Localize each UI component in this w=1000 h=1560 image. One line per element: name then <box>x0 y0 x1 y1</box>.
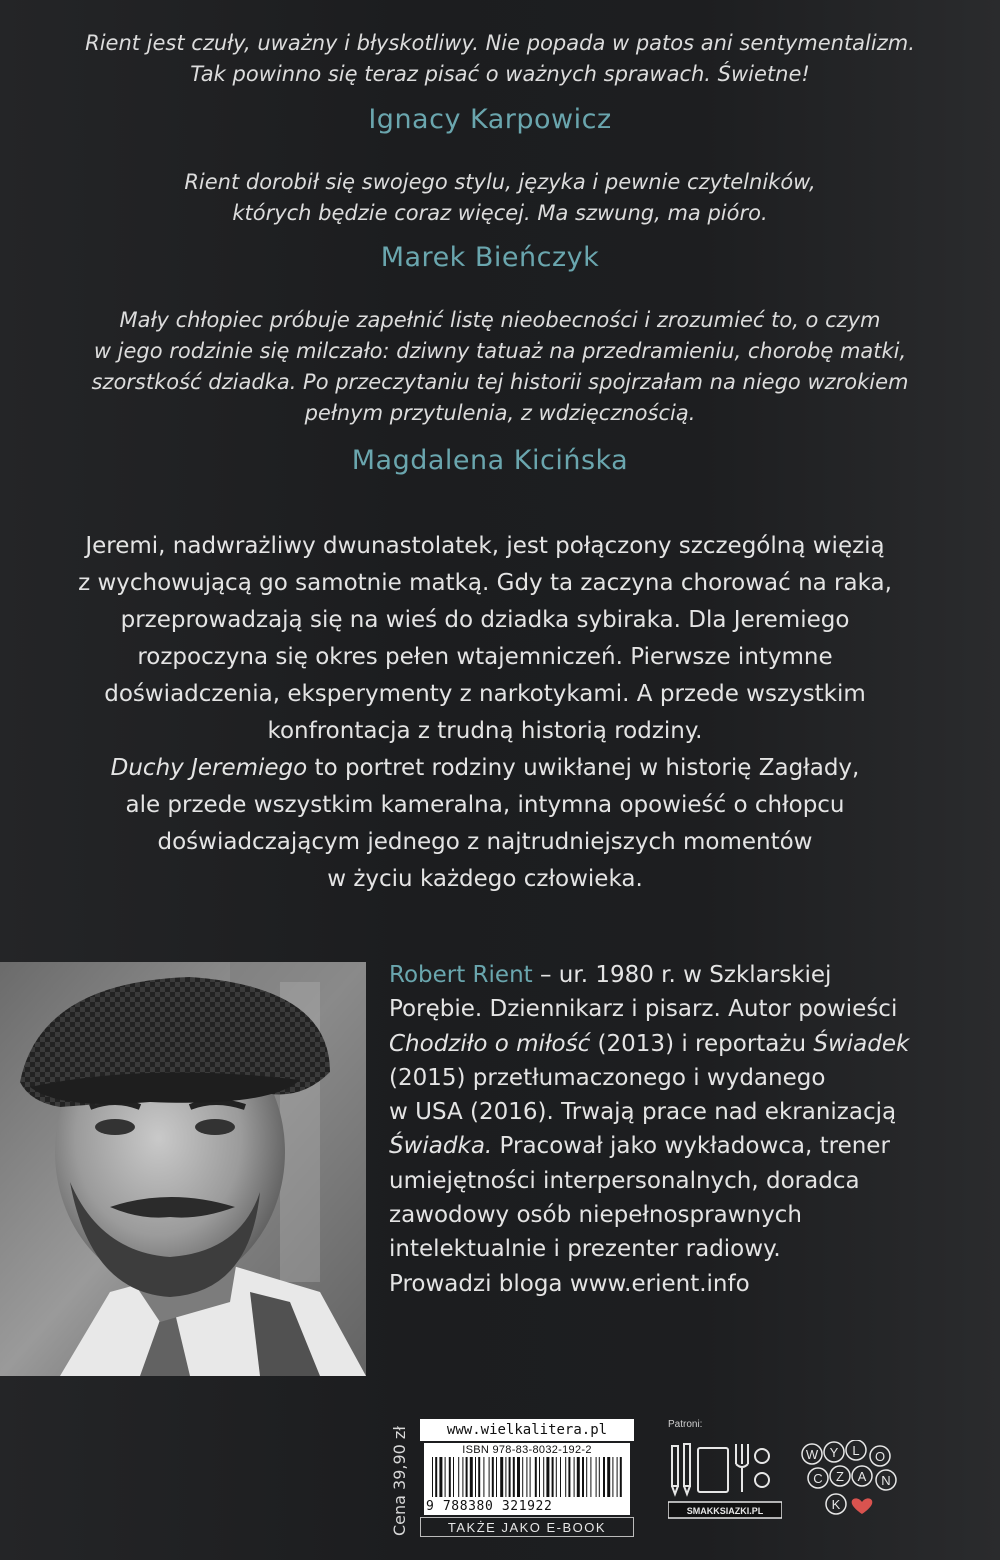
book-blurb <box>40 528 930 898</box>
bio-line: (2015) przetłumaczonego i wydanego <box>389 1064 826 1091</box>
logo-letter: N <box>881 1473 891 1488</box>
bio-line: umiejętności interpersonalnych, doradca <box>389 1167 860 1194</box>
book-title: Duchy Jeremiego <box>110 755 308 781</box>
logo-letter: A <box>857 1469 867 1484</box>
author-name: Robert Rient <box>389 962 533 988</box>
blurb-line <box>40 750 930 787</box>
blurb-line: doświadczającym jednego z najtrudniejszych momentów <box>157 829 813 855</box>
barcode <box>424 1443 630 1515</box>
author-bio <box>389 958 949 1301</box>
blurb-line: z wychowującą go samotnie matką. Gdy ta zaczyna chorować na raka, <box>78 570 892 596</box>
bio-line: intelektualnie i prezenter radiowy. <box>389 1236 781 1263</box>
book-title: Świadka. <box>389 1133 493 1160</box>
bio-text: Pracował jako wykładowca, trener <box>492 1133 890 1160</box>
publisher-url: www.wielkalitera.pl <box>420 1419 634 1441</box>
isbn-text: ISBN 978-83-8032-192-2 <box>462 1444 592 1456</box>
logo-letter: Z <box>836 1469 844 1484</box>
bio-line: w USA (2016). Trwają prace nad ekranizacją <box>389 1099 897 1126</box>
quote-author: Marek Bieńczyk <box>380 242 600 273</box>
blurb-line: Jeremi, nadwrażliwy dwunastolatek, jest połączony szczególną więzią <box>85 533 885 559</box>
logo-letter: Y <box>829 1445 839 1460</box>
quote-kicinska <box>40 305 960 429</box>
price-label: Cena 39,90 zł <box>390 1426 409 1536</box>
quote-author: Ignacy Karpowicz <box>368 104 612 135</box>
logo-letter: C <box>813 1471 823 1486</box>
quote-bienczyk <box>40 167 960 229</box>
book-title: Chodziło o miłość <box>389 1030 591 1057</box>
quote-line: Rient dorobił się swojego stylu, języka i pewnie czytelników, <box>184 170 816 194</box>
barcode-block <box>420 1419 634 1537</box>
quote-line: Rient jest czuły, uważny i błyskotliwy. Nie popada w patos ani sentymentalizm. <box>85 31 915 55</box>
book-title: Świadek <box>813 1030 910 1057</box>
bio-text: – ur. 1980 r. w Szklarskiej <box>532 962 832 988</box>
barcode-digits: 9 788380 321922 <box>426 1499 553 1514</box>
blurb-line: ale przede wszystkim kameralna, intymna opowieść o chłopcu <box>125 792 845 818</box>
bio-line: Prowadzi bloga www.erient.info <box>389 1270 750 1297</box>
quote-line: Mały chłopiec próbuje zapełnić listę nieobecności i zrozumieć to, o czym <box>119 308 881 332</box>
barcode-bars <box>424 1457 630 1501</box>
ebook-note: TAKŻE JAKO E-BOOK <box>420 1517 634 1537</box>
blurb-text: to portret rodziny uwikłanej w historię Zagłady, <box>307 755 860 781</box>
logo-letter: O <box>874 1449 886 1464</box>
wyloczank-logo <box>800 1440 910 1528</box>
quote-line: pełnym przytulenia, z wdzięcznością. <box>304 401 696 425</box>
bio-line: Porębie. Dziennikarz i pisarz. Autor powieści <box>389 996 898 1023</box>
smakksiazki-logo <box>668 1436 782 1522</box>
patrons-label: Patroni: <box>668 1419 703 1430</box>
quote-karpowicz <box>40 28 960 90</box>
logo-letter: L <box>852 1443 860 1458</box>
blurb-line: rozpoczyna się okres pełen wtajemniczeń. Pierwsze intymne <box>137 644 833 670</box>
quote-line: szorstkość dziadka. Po przeczytaniu tej historii spojrzałam na niego wzrokiem <box>91 370 909 394</box>
author-photo <box>0 962 366 1376</box>
smak-text: SMAKKSIAZKI.PL <box>686 1506 764 1516</box>
blurb-line: konfrontacja z trudną historią rodziny. <box>267 718 703 744</box>
quote-line: Tak powinno się teraz pisać o ważnych sprawach. Świetne! <box>190 62 810 86</box>
quote-line: w jego rodzinie się milczało: dziwny tatuaż na przedramieniu, chorobę matki, <box>93 339 907 363</box>
bio-text: (2013) i reportażu <box>590 1030 814 1057</box>
bio-line <box>389 1027 949 1061</box>
quote-author: Magdalena Kicińska <box>351 445 629 476</box>
bio-line <box>389 1129 949 1163</box>
blurb-line: w życiu każdego człowieka. <box>327 866 643 892</box>
heart-icon <box>852 1498 873 1514</box>
logo-letter: K <box>831 1497 841 1512</box>
bio-line: zawodowy osób niepełnosprawnych <box>389 1202 802 1229</box>
blurb-line: doświadczenia, eksperymenty z narkotykami. A przede wszystkim <box>104 681 866 707</box>
logo-letter: W <box>805 1447 819 1462</box>
bio-line <box>389 958 949 992</box>
blurb-line: przeprowadzają się na wieś do dziadka sybiraka. Dla Jeremiego <box>120 607 850 633</box>
quote-line: których będzie coraz więcej. Ma szwung, ma pióro. <box>232 201 768 225</box>
